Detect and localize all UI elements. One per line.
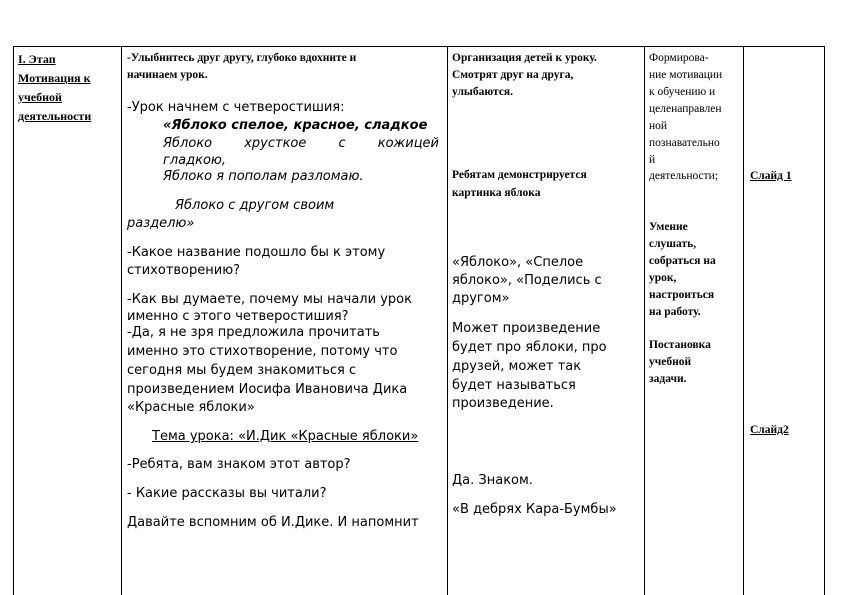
formation-line: ние мотивации bbox=[649, 69, 723, 81]
poem-line: «Яблоко спелое, красное, сладкое bbox=[163, 118, 428, 133]
teacher-explanation: -Да, я не зря предложила прочитать bbox=[127, 325, 380, 340]
table-border-col4 bbox=[644, 46, 645, 595]
student-answer: Да. Знаком. bbox=[452, 473, 533, 488]
skills-line: урок, bbox=[649, 272, 677, 284]
skills-line: на работу. bbox=[649, 306, 701, 318]
teacher-question: Давайте вспомним об И.Дике. И напомнит bbox=[127, 515, 419, 530]
teacher-explanation: произведением Иосифа Ивановича Дика bbox=[127, 382, 408, 397]
poem-line: Яблоко я пополам разломаю. bbox=[163, 169, 364, 184]
organization-line: Смотрят друг на друга, bbox=[452, 69, 574, 81]
slide-link[interactable]: Слайд 1 bbox=[750, 170, 792, 182]
poem-line: разделю» bbox=[127, 216, 195, 231]
table-border-left bbox=[13, 46, 14, 595]
student-answer: друзей, может так bbox=[452, 359, 582, 374]
stage-cell bbox=[18, 50, 118, 126]
teacher-question: именно с этого четверостишия? bbox=[127, 309, 349, 324]
table-border-col2 bbox=[121, 46, 122, 595]
skills-line: настроиться bbox=[649, 289, 715, 301]
table-border-col5 bbox=[743, 46, 744, 595]
formation-line: ной bbox=[649, 120, 668, 132]
poem-line: Яблоко с другом своим bbox=[175, 198, 335, 213]
poem-line: гладкою, bbox=[163, 153, 226, 168]
stage-line: Мотивация к bbox=[18, 71, 91, 85]
formation-line: целенаправлен bbox=[649, 103, 722, 115]
formation-line: й bbox=[649, 154, 656, 166]
poem-word: хрусткое bbox=[244, 136, 307, 151]
poem-word: Яблоко bbox=[163, 136, 213, 151]
stage-line: I. Этап bbox=[18, 52, 56, 66]
organization-line: Организация детей к уроку. bbox=[452, 52, 597, 64]
student-answer: будет про яблоки, про bbox=[452, 340, 607, 355]
formation-line: Формирова- bbox=[649, 52, 709, 64]
student-answer: «Яблоко», «Спелое bbox=[452, 255, 584, 270]
picture-demo-line: Ребятам демонстрируется bbox=[452, 169, 587, 181]
teacher-intro-line: начинаем урок. bbox=[127, 69, 208, 81]
skills-line: собраться на bbox=[649, 255, 716, 267]
formation-line: к обучению и bbox=[649, 86, 716, 98]
student-answer: другом» bbox=[452, 291, 510, 306]
teacher-explanation: «Красные яблоки» bbox=[127, 400, 255, 415]
teacher-intro-line: -Улыбнитесь друг другу, глубоко вдохните и bbox=[127, 52, 357, 64]
teacher-question: - Какие рассказы вы читали? bbox=[127, 486, 327, 501]
task-line: задачи. bbox=[649, 373, 687, 385]
student-answer: Может произведение bbox=[452, 321, 601, 336]
teacher-question: стихотворению? bbox=[127, 263, 241, 278]
poem-word: с bbox=[338, 136, 346, 151]
picture-demo-line: картинка яблока bbox=[452, 187, 541, 199]
organization-line: улыбаются. bbox=[452, 86, 514, 98]
teacher-explanation: сегодня мы будем знакомиться с bbox=[127, 363, 357, 378]
skills-line: слушать, bbox=[649, 238, 697, 250]
poem-word: кожицей bbox=[377, 136, 439, 151]
stage-line: деятельности bbox=[18, 109, 92, 123]
slide-link[interactable]: Слайд2 bbox=[750, 424, 789, 436]
student-answer: «В дебрях Кара-Бумбы» bbox=[452, 502, 617, 517]
student-answer: будет называться bbox=[452, 378, 576, 393]
skills-line: Умение bbox=[649, 221, 688, 233]
lesson-topic: Тема урока: «И.Дик «Красные яблоки» bbox=[152, 429, 419, 444]
table-top-border bbox=[13, 46, 824, 47]
student-answer: яблоко», «Поделись с bbox=[452, 273, 602, 288]
task-line: Постановка bbox=[649, 339, 711, 351]
teacher-question: -Какое название подошло бы к этому bbox=[127, 245, 386, 260]
student-answer: произведение. bbox=[452, 396, 554, 411]
stage-line: учебной bbox=[18, 90, 62, 104]
table-border-col3 bbox=[447, 46, 448, 595]
task-line: учебной bbox=[649, 356, 692, 368]
quatrain-intro: -Урок начнем с четверостишия: bbox=[127, 100, 345, 115]
formation-line: познавательно bbox=[649, 137, 720, 149]
formation-line: деятельности; bbox=[649, 170, 719, 182]
teacher-explanation: именно это стихотворение, потому что bbox=[127, 344, 398, 359]
teacher-question: -Ребята, вам знаком этот автор? bbox=[127, 457, 351, 472]
teacher-question: -Как вы думаете, почему мы начали урок bbox=[127, 292, 412, 307]
table-border-right bbox=[824, 46, 825, 595]
